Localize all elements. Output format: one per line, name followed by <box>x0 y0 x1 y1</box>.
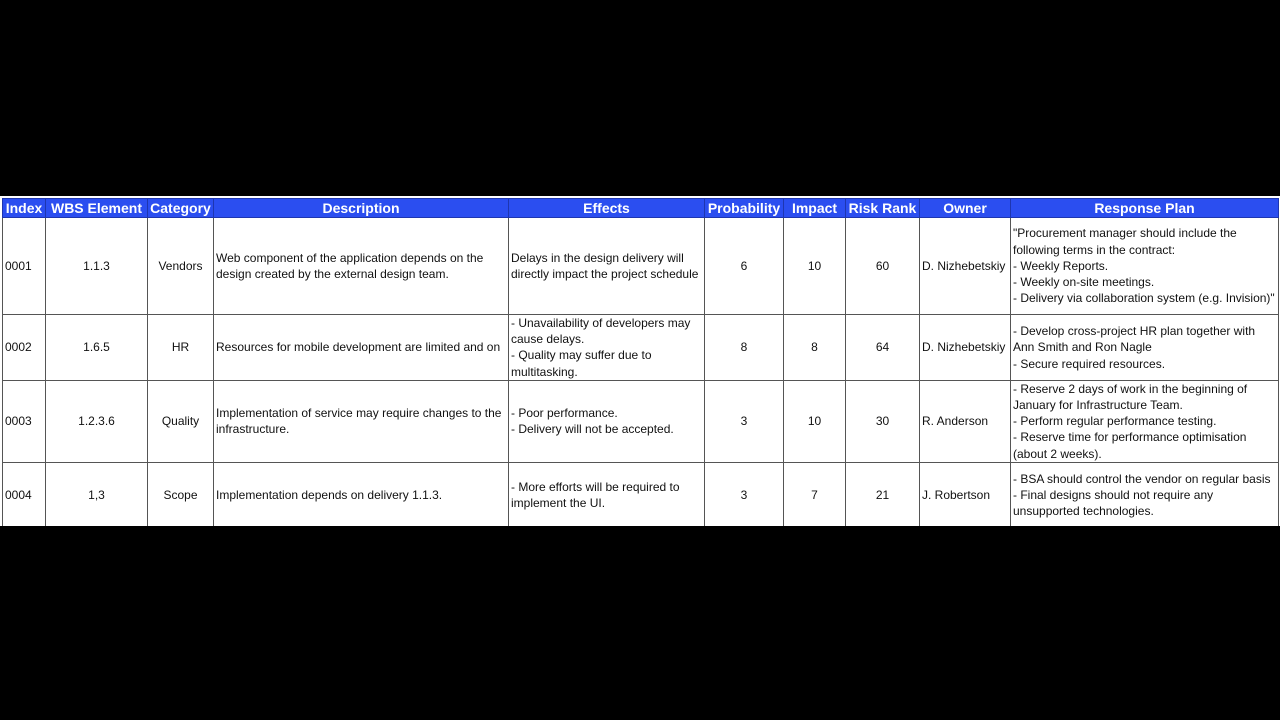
header-effects[interactable]: Effects <box>509 199 705 218</box>
cell-description[interactable]: Implementation of service may require changes to the infrastructure. <box>214 380 509 462</box>
header-row <box>3 199 1279 218</box>
cell-owner[interactable]: R. Anderson <box>920 380 1011 462</box>
cell-wbs-element[interactable]: 1.1.3 <box>46 218 148 315</box>
cell-owner[interactable]: D. Nizhebetskiy <box>920 218 1011 315</box>
header-risk-rank[interactable]: Risk Rank <box>846 199 920 218</box>
header-description[interactable]: Description <box>214 199 509 218</box>
header-probability[interactable]: Probability <box>705 199 784 218</box>
effects-line: - More efforts will be required to implement the UI. <box>511 479 680 510</box>
cell-response-plan[interactable] <box>1011 218 1279 315</box>
cell-risk-rank[interactable]: 30 <box>846 380 920 462</box>
table-row <box>3 462 1279 526</box>
cell-response-plan[interactable] <box>1011 315 1279 381</box>
cell-description[interactable]: Resources for mobile development are limited and on <box>214 315 509 381</box>
table-row <box>3 380 1279 462</box>
cell-effects[interactable] <box>509 315 705 381</box>
cell-probability[interactable]: 6 <box>705 218 784 315</box>
cell-category[interactable]: HR <box>148 315 214 381</box>
cell-effects[interactable] <box>509 218 705 315</box>
cell-category[interactable]: Scope <box>148 462 214 526</box>
cell-impact[interactable]: 10 <box>784 380 846 462</box>
response-plan-line: - Reserve 2 days of work in the beginning of January for Infrastructure Team. <box>1013 381 1248 413</box>
table-row <box>3 315 1279 381</box>
response-plan-line: - Reserve time for performance optimisation (about 2 weeks). <box>1013 430 1247 461</box>
cell-description[interactable]: Web component of the application depends on the design created by the external design team. <box>214 218 509 315</box>
cell-owner[interactable]: J. Robertson <box>920 462 1011 526</box>
cell-category[interactable]: Quality <box>148 380 214 462</box>
response-plan-line: "Procurement manager should include the following terms in the contract: <box>1013 226 1237 257</box>
response-plan-line: - BSA should control the vendor on regular basis <box>1013 471 1271 486</box>
cell-effects[interactable] <box>509 462 705 526</box>
response-plan-line: - Weekly on-site meetings. <box>1013 275 1155 290</box>
risk-register-sheet <box>0 196 1280 526</box>
cell-index[interactable]: 0003 <box>3 380 46 462</box>
response-plan-line: - Secure required resources. <box>1013 356 1166 371</box>
cell-impact[interactable]: 10 <box>784 218 846 315</box>
table-row <box>3 218 1279 315</box>
effects-line: - Poor performance. <box>511 406 618 421</box>
header-owner[interactable]: Owner <box>920 199 1011 218</box>
cell-response-plan[interactable] <box>1011 462 1279 526</box>
cell-impact[interactable]: 8 <box>784 315 846 381</box>
cell-probability[interactable]: 3 <box>705 380 784 462</box>
header-response-plan[interactable]: Response Plan <box>1011 199 1279 218</box>
risk-register-table <box>2 198 1279 526</box>
response-plan-line: - Delivery via collaboration system (e.g. Invision)" <box>1013 291 1275 306</box>
header-index[interactable]: Index <box>3 199 46 218</box>
response-plan-line: - Develop cross-project HR plan together with Ann Smith and Ron Nagle <box>1013 324 1256 355</box>
cell-index[interactable]: 0004 <box>3 462 46 526</box>
cell-risk-rank[interactable]: 60 <box>846 218 920 315</box>
cell-risk-rank[interactable]: 21 <box>846 462 920 526</box>
response-plan-line: - Weekly Reports. <box>1013 258 1109 273</box>
effects-line: Delays in the design delivery will directly impact the project schedule <box>511 250 699 281</box>
header-impact[interactable]: Impact <box>784 199 846 218</box>
effects-line: - Quality may suffer due to multitasking. <box>511 348 652 379</box>
header-wbs-element[interactable]: WBS Element <box>46 199 148 218</box>
cell-owner[interactable]: D. Nizhebetskiy <box>920 315 1011 381</box>
response-plan-line: - Final designs should not require any unsupported technologies. <box>1013 487 1214 518</box>
cell-index[interactable]: 0001 <box>3 218 46 315</box>
cell-category[interactable]: Vendors <box>148 218 214 315</box>
cell-impact[interactable]: 7 <box>784 462 846 526</box>
cell-wbs-element[interactable]: 1.2.3.6 <box>46 380 148 462</box>
effects-line: - Delivery will not be accepted. <box>511 422 674 437</box>
cell-effects[interactable] <box>509 380 705 462</box>
effects-line: - Unavailability of developers may cause delays. <box>511 316 691 347</box>
cell-description[interactable]: Implementation depends on delivery 1.1.3. <box>214 462 509 526</box>
cell-risk-rank[interactable]: 64 <box>846 315 920 381</box>
header-category[interactable]: Category <box>148 199 214 218</box>
cell-probability[interactable]: 3 <box>705 462 784 526</box>
cell-index[interactable]: 0002 <box>3 315 46 381</box>
response-plan-line: - Perform regular performance testing. <box>1013 414 1217 429</box>
cell-wbs-element[interactable]: 1,3 <box>46 462 148 526</box>
cell-response-plan[interactable] <box>1011 380 1279 462</box>
cell-wbs-element[interactable]: 1.6.5 <box>46 315 148 381</box>
cell-probability[interactable]: 8 <box>705 315 784 381</box>
